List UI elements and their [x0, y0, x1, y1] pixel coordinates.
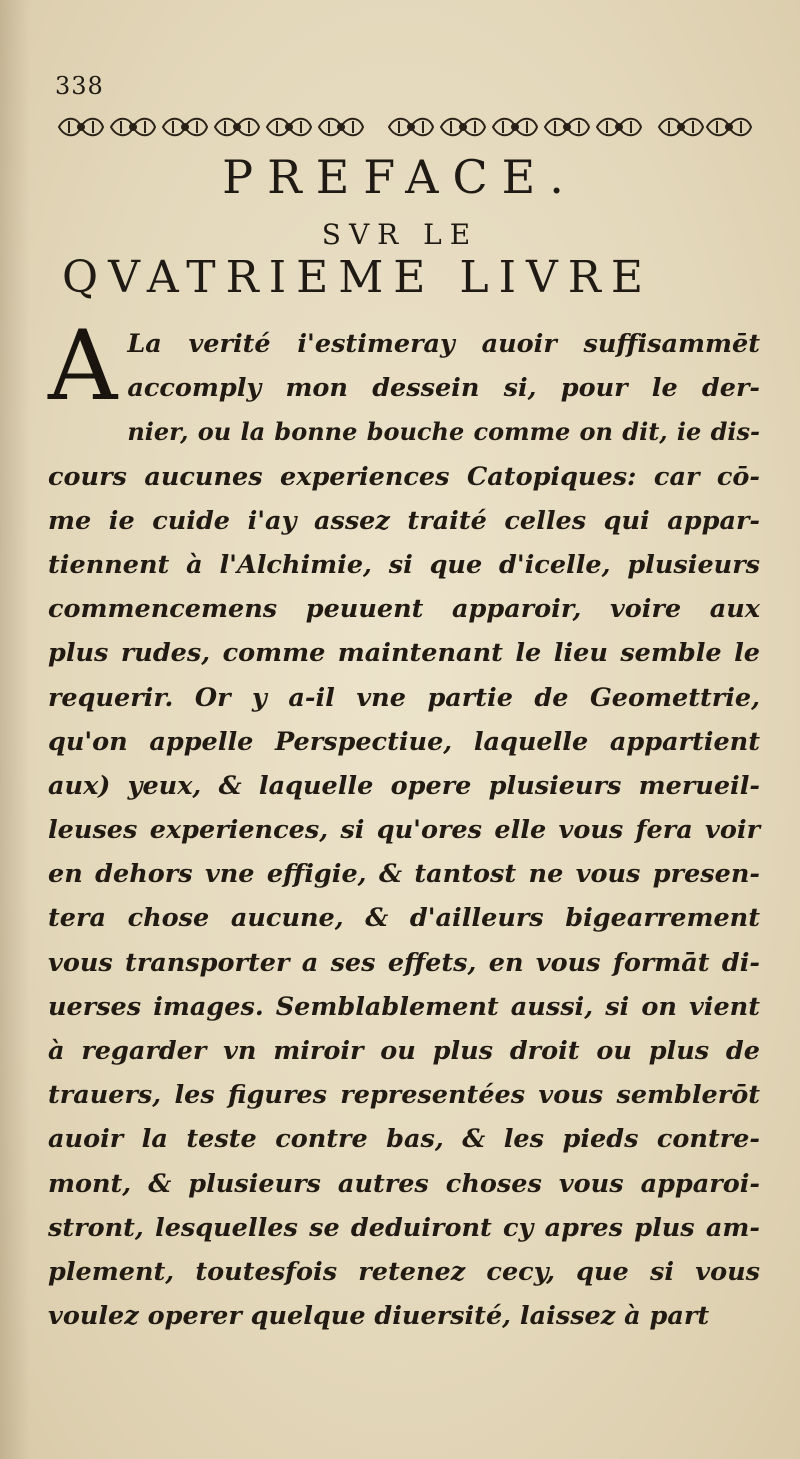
text-line: nier, ou la bonne bouche comme on dit, ie dis-: [127, 417, 760, 447]
text-line: trauers, les figures representées vous semblerōt: [48, 1080, 760, 1111]
text-line: plement, toutesfois retenez cecy, que si vous: [48, 1256, 760, 1287]
drop-cap: A: [48, 310, 118, 422]
heading-sur-le: SVR LE: [321, 218, 479, 251]
text-line: mont, & plusieurs autres choses vous apparoi-: [48, 1168, 760, 1199]
text-line: tera chose aucune, & d'ailleurs bigearrement: [48, 903, 760, 934]
text-line: stront, lesquelles se deduiront cy apres plus am-: [48, 1212, 760, 1243]
text-line: La verité i'estimeray auoir suffisammēt: [127, 329, 760, 359]
text-line: me ie cuide i'ay assez traité celles qui appar-: [48, 505, 760, 536]
text-line: requerir. Or y a-il vne partie de Geomettrie,: [48, 682, 760, 713]
body-text: [48, 310, 760, 1338]
text-line: accomply mon dessein si, pour le der-: [127, 373, 760, 404]
text-line: leuses experiences, si qu'ores elle vous fera voir: [48, 815, 760, 846]
text-line: auoir la teste contre bas, & les pieds contre-: [48, 1124, 760, 1155]
heading-preface: PREFACE.: [222, 150, 578, 204]
text-line: commencemens peuuent apparoir, voire aux: [48, 594, 760, 625]
text-line: plus rudes, comme maintenant le lieu semble le: [48, 638, 760, 669]
text-line: qu'on appelle Perspectiue, laquelle appartient: [48, 726, 760, 757]
text-line: vous transporter a ses effets, en vous formāt di-: [48, 947, 760, 978]
text-line: aux) yeux, & laquelle opere plusieurs merueil-: [48, 770, 760, 801]
page-number: 338: [55, 72, 104, 100]
text-line: voulez operer quelque diuersité, laissez à part: [48, 1301, 710, 1332]
text-line: tiennent à l'Alchimie, si que d'icelle, plusieurs: [48, 549, 760, 580]
ornament-band: [55, 110, 755, 144]
text-line: en dehors vne effigie, & tantost ne vous presen-: [48, 859, 760, 890]
text-line: à regarder vn miroir ou plus droit ou plus de: [48, 1036, 760, 1066]
heading-quatrieme-livre: QVATRIEME LIVRE: [62, 252, 653, 303]
text-line: uerses images. Semblablement aussi, si on vient: [48, 991, 760, 1022]
text-line: cours aucunes experiences Catopiques: car cō-: [48, 461, 760, 492]
